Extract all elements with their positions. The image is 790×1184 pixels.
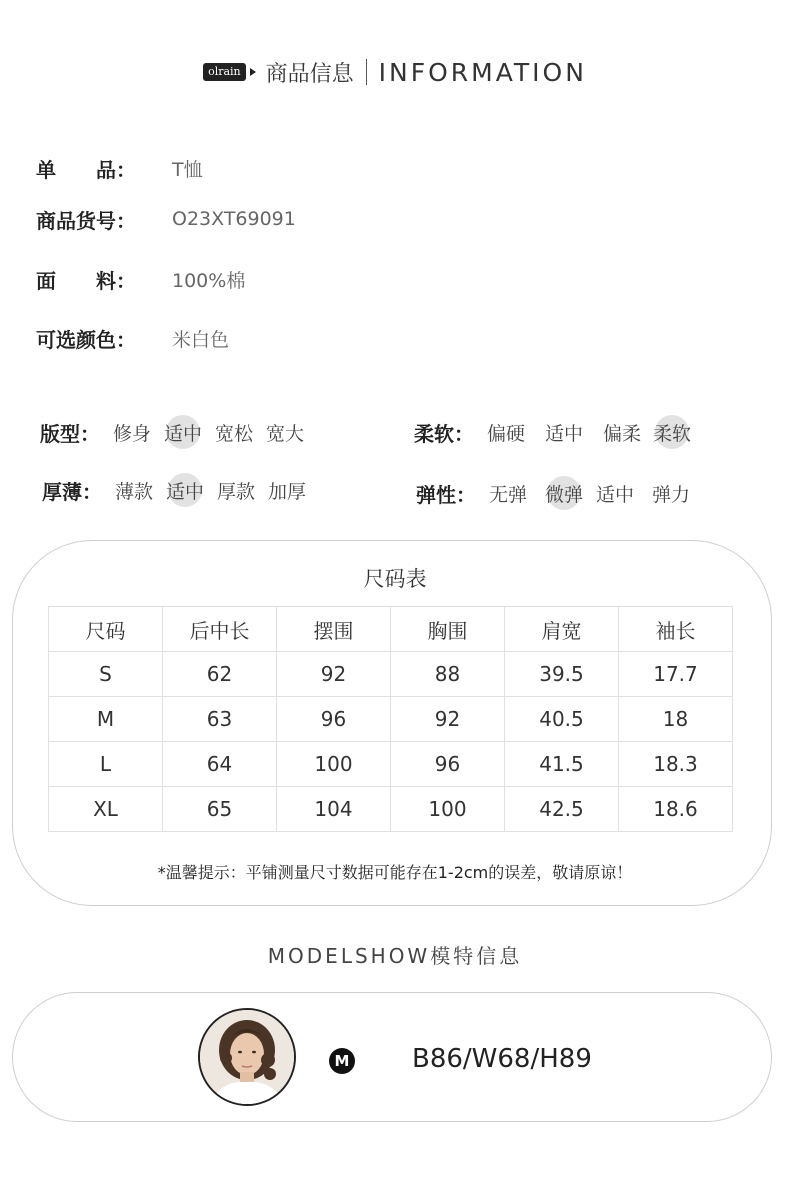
- attr-option: 宽大: [266, 422, 305, 445]
- table-cell: 96: [277, 697, 391, 742]
- table-header-row: [49, 607, 733, 652]
- section-header: [0, 52, 790, 92]
- attr-fit: [40, 417, 314, 447]
- table-cell: 17.7: [619, 652, 733, 697]
- column-header: 肩宽: [505, 607, 619, 652]
- attr-option-selected: 适中: [161, 419, 205, 446]
- model-size-badge: M: [329, 1048, 355, 1074]
- info-label: 可选颜色：: [36, 327, 136, 352]
- attr-option: 厚款: [217, 480, 256, 503]
- attr-option: 薄款: [115, 480, 154, 503]
- column-header: 摆围: [277, 607, 391, 652]
- table-cell: 65: [163, 787, 277, 832]
- info-value: 100%棉: [172, 269, 246, 292]
- table-cell: 92: [391, 697, 505, 742]
- attr-option: 适中: [545, 422, 584, 445]
- attr-thickness: [42, 475, 316, 505]
- size-note: *温馨提示：平铺测量尺寸数据可能存在1-2cm的误差，敬请原谅！: [157, 863, 633, 882]
- info-value: T恤: [172, 158, 203, 181]
- info-row-color: [36, 323, 229, 353]
- header-title-cn: 商品信息: [265, 61, 354, 87]
- table-cell: 63: [163, 697, 277, 742]
- info-row-sku: [36, 204, 296, 234]
- info-value: 米白色: [172, 328, 230, 351]
- model-panel: [12, 992, 772, 1122]
- model-measurements: B86/W68/H89: [412, 1044, 592, 1074]
- table-cell: 18.6: [619, 787, 733, 832]
- model-section-title: MODELSHOW模特信息: [267, 944, 523, 968]
- header-title-en: INFORMATION: [378, 57, 587, 87]
- attr-option: 适中: [596, 483, 635, 506]
- table-cell: 18.3: [619, 742, 733, 787]
- attr-softness: [414, 417, 701, 447]
- header-divider: [366, 59, 367, 85]
- attr-option: 加厚: [268, 480, 307, 503]
- table-cell: 96: [391, 742, 505, 787]
- table-cell: 18: [619, 697, 733, 742]
- attr-option: 无弹: [489, 483, 528, 506]
- table-cell: 62: [163, 652, 277, 697]
- attr-label: 柔软：: [414, 421, 474, 446]
- table-row: [49, 742, 733, 787]
- attr-option: 弹力: [652, 483, 691, 506]
- attr-elasticity: [416, 478, 700, 508]
- size-chart-title: 尺码表: [363, 567, 427, 591]
- table-cell: 92: [277, 652, 391, 697]
- column-header: 胸围: [391, 607, 505, 652]
- info-label: 面 料：: [36, 268, 136, 293]
- table-cell: 42.5: [505, 787, 619, 832]
- column-header: 尺码: [49, 607, 163, 652]
- attr-option-selected: 微弹: [542, 480, 586, 507]
- column-header: 后中长: [163, 607, 277, 652]
- play-icon: [250, 68, 256, 76]
- table-cell: 41.5: [505, 742, 619, 787]
- table-cell: XL: [49, 787, 163, 832]
- attr-option-selected: 柔软: [650, 419, 694, 446]
- brand-logo: olrain: [203, 63, 246, 81]
- table-cell: L: [49, 742, 163, 787]
- table-cell: 39.5: [505, 652, 619, 697]
- info-label: 单 品：: [36, 157, 136, 182]
- info-row-fabric: [36, 264, 245, 294]
- attr-option-selected: 适中: [163, 477, 207, 504]
- info-value: O23XT69091: [172, 208, 296, 230]
- attr-option: 偏柔: [603, 422, 642, 445]
- attr-label: 厚薄：: [42, 479, 102, 504]
- table-row: [49, 652, 733, 697]
- attr-label: 弹性：: [416, 482, 476, 507]
- table-cell: S: [49, 652, 163, 697]
- table-cell: 104: [277, 787, 391, 832]
- table-cell: 88: [391, 652, 505, 697]
- info-row-item: [36, 153, 203, 183]
- table-cell: M: [49, 697, 163, 742]
- table-cell: 40.5: [505, 697, 619, 742]
- size-chart-table: [48, 606, 733, 832]
- attr-option: 修身: [113, 422, 152, 445]
- table-row: [49, 697, 733, 742]
- table-cell: 64: [163, 742, 277, 787]
- table-cell: 100: [277, 742, 391, 787]
- table-row: [49, 787, 733, 832]
- attr-option: 偏硬: [487, 422, 526, 445]
- attr-label: 版型：: [40, 421, 100, 446]
- model-avatar: [198, 1008, 296, 1106]
- info-label: 商品货号：: [36, 208, 136, 233]
- attr-option: 宽松: [215, 422, 254, 445]
- table-cell: 100: [391, 787, 505, 832]
- column-header: 袖长: [619, 607, 733, 652]
